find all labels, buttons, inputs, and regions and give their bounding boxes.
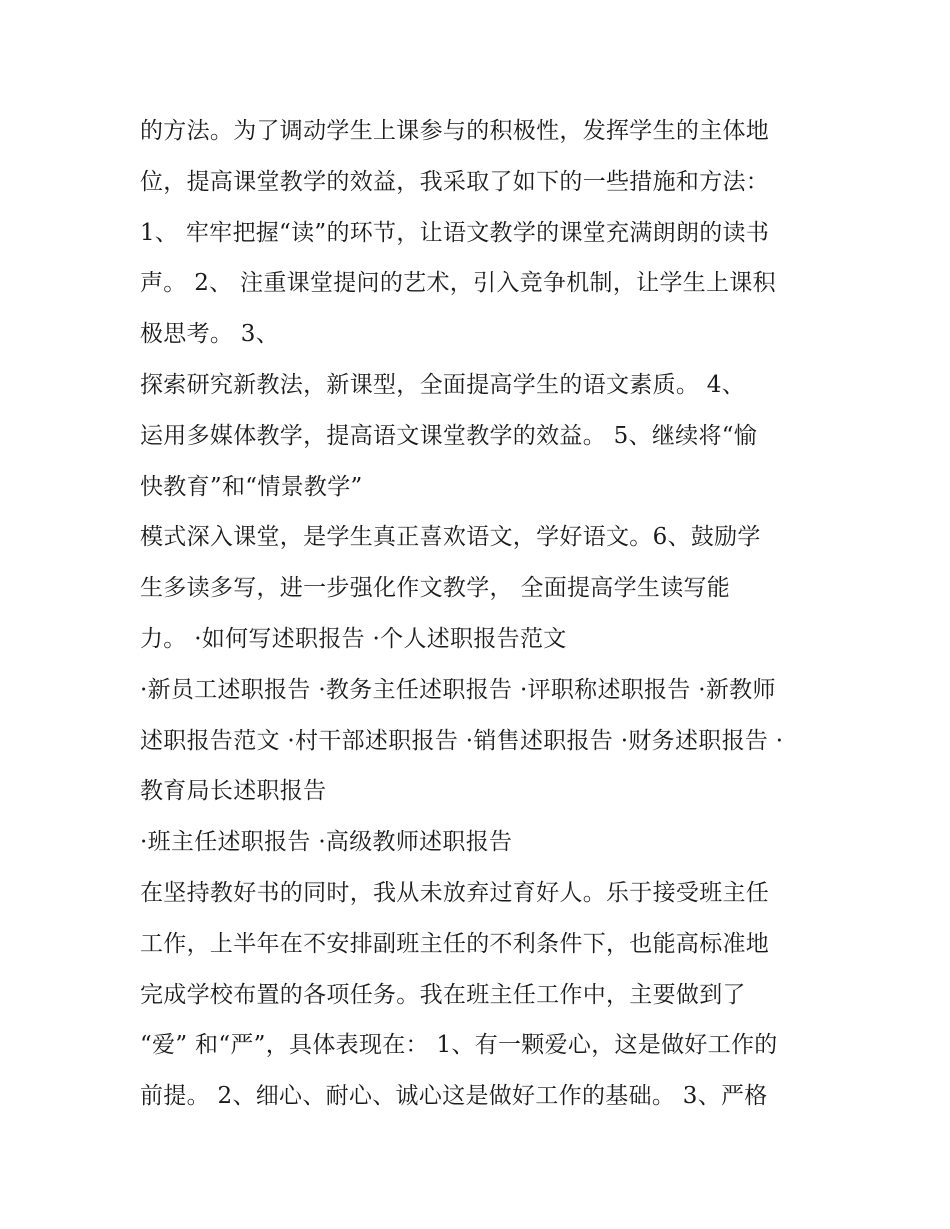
text-line-18: 完成学校布置的各项任务。我在班主任工作中，主要做到了: [140, 981, 746, 1008]
text-line-2: 位，提高课堂教学的效益，我采取了如下的一些措施和方法：: [140, 168, 770, 195]
text-line-14: 教育局长述职报告: [140, 778, 327, 805]
text-line-1: 的方法。为了调动学生上课参与的积极性，发挥学生的主体地: [140, 118, 770, 144]
text-line-16: 在坚持教好书的同时，我从未放弃过育好人。乐于接受班主任: [140, 879, 770, 906]
text-line-3: 1、 牢牢把握“读”的环节，让语文教学的课堂充满朗朗的读书: [140, 219, 770, 246]
text-line-12: ·新员工述职报告 ·教务主任述职报告 ·评职称述职报告 ·新教师: [140, 676, 776, 703]
text-line-13: 述职报告范文 ·村干部述职报告 ·销售述职报告 ·财务述职报告 ·: [140, 727, 784, 754]
text-line-6: 探索研究新教法，新课型，全面提高学生的语文素质。 4、: [140, 371, 746, 398]
body-text: [140, 106, 830, 1122]
text-line-15: ·班主任述职报告 ·高级教师述职报告: [140, 829, 513, 856]
text-line-10: 生多读多写，进一步强化作文教学， 全面提高学生读写能: [140, 575, 731, 602]
text-line-7: 运用多媒体教学，提高语文课堂教学的效益。 5、继续将“愉: [140, 422, 758, 449]
text-line-19: “爱” 和“严”，具体表现在： 1、有一颗爱心，这是做好工作的: [140, 1032, 778, 1059]
text-line-20: 前提。 2、细心、耐心、诚心这是做好工作的基础。 3、严格: [140, 1083, 768, 1110]
text-line-4: 声。 2、 注重课堂提问的艺术，引入竞争机制，让学生上课积: [140, 270, 776, 297]
text-line-9: 模式深入课堂，是学生真正喜欢语文，学好语文。6、鼓励学: [140, 524, 761, 551]
text-line-8: 快教育”和“情景教学”: [140, 473, 363, 500]
text-line-11: 力。 ·如何写述职报告 ·个人述职报告范文: [140, 625, 567, 652]
text-line-17: 工作，上半年在不安排副班主任的不利条件下，也能高标准地: [140, 930, 770, 957]
text-line-5: 极思考。 3、: [140, 321, 280, 348]
